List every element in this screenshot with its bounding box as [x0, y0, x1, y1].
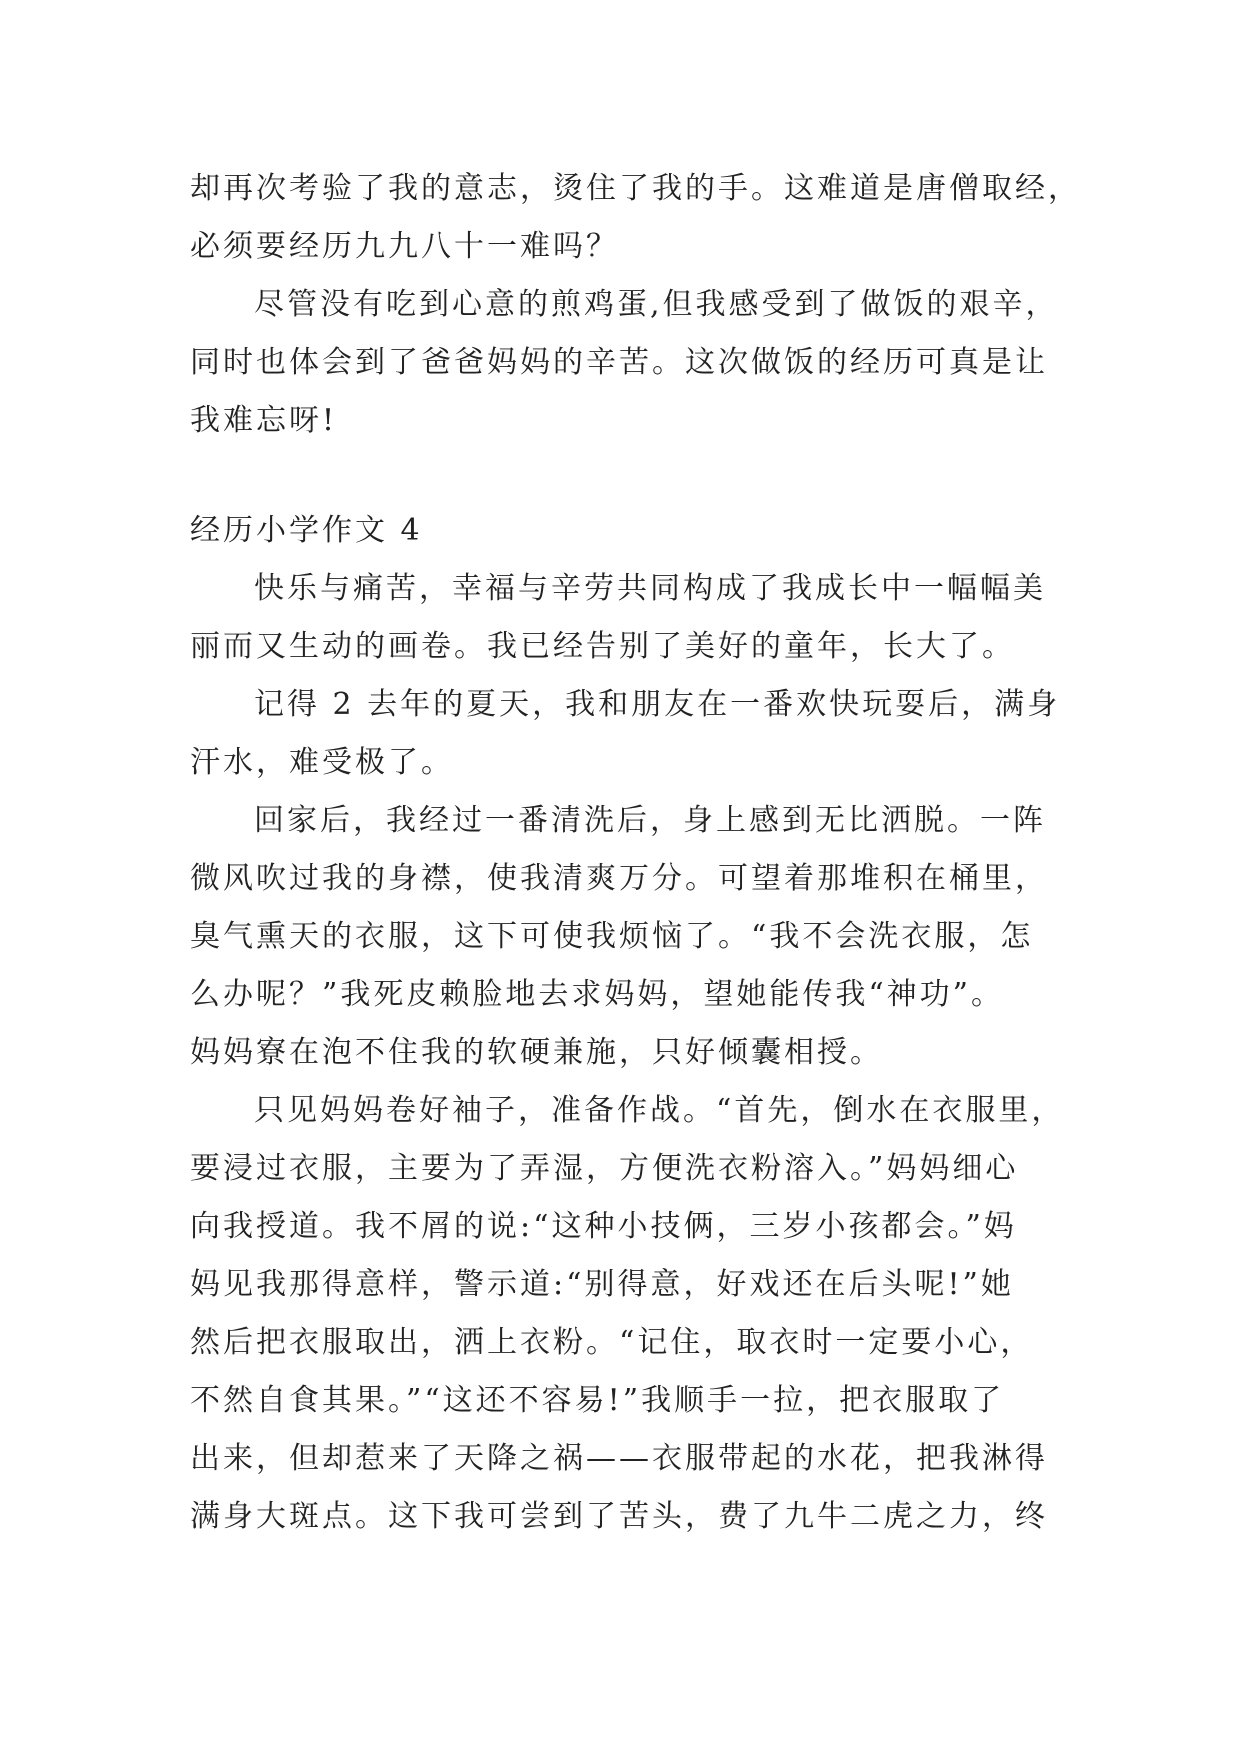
text-line: 不然自食其果。”“这还不容易!”我顺手一拉，把衣服取了	[190, 1383, 1005, 1418]
text-line: 微风吹过我的身襟，使我清爽万分。可望着那堆积在桶里，	[190, 861, 1048, 896]
text-line: 同时也体会到了爸爸妈妈的辛苦。这次做饭的经历可真是让	[190, 345, 1048, 380]
text-line: 丽而又生动的画卷。我已经告别了美好的童年，长大了。	[190, 629, 1015, 664]
text-line: 么办呢？”我死皮赖脸地去求妈妈，望她能传我“神功”。	[190, 977, 1005, 1012]
paragraph	[190, 160, 1090, 276]
paragraph	[190, 676, 1090, 792]
text-line: 我难忘呀!	[190, 403, 338, 438]
paragraph	[190, 792, 1090, 1082]
text-line: 尽管没有吃到心意的煎鸡蛋,但我感受到了做饭的艰辛，	[254, 287, 1059, 322]
text-line: 满身大斑点。这下我可尝到了苦头，费了九牛二虎之力，终	[190, 1499, 1048, 1534]
text-line: 出来，但却惹来了天降之祸——衣服带起的水花，把我淋得	[190, 1441, 1048, 1476]
paragraph	[190, 1082, 1090, 1546]
paragraph	[190, 276, 1090, 450]
text-line: 要浸过衣服，主要为了弄湿，方便洗衣粉溶入。”妈妈细心	[190, 1151, 1019, 1186]
document-body	[190, 160, 1090, 1546]
text-line: 必须要经历九九八十一难吗？	[190, 229, 619, 264]
text-line: 向我授道。我不屑的说:“这种小技俩，三岁小孩都会。”妈	[190, 1209, 1017, 1244]
text-line: 记得 2 去年的夏天，我和朋友在一番欢快玩耍后，满身	[254, 687, 1061, 722]
text-line: 却再次考验了我的意志，烫住了我的手。这难道是唐僧取经，	[190, 171, 1081, 206]
text-line: 然后把衣服取出，洒上衣粉。“记住，取衣时一定要小心，	[190, 1325, 1034, 1360]
text-line: 快乐与痛苦，幸福与辛劳共同构成了我成长中一幅幅美	[254, 571, 1046, 606]
paragraph	[190, 560, 1090, 676]
text-line: 只见妈妈卷好袖子，准备作战。“首先，倒水在衣服里，	[254, 1093, 1065, 1128]
text-line: 臭气熏天的衣服，这下可使我烦恼了。“我不会洗衣服，怎	[190, 919, 1034, 954]
text-line: 回家后，我经过一番清洗后，身上感到无比洒脱。一阵	[254, 803, 1046, 838]
text-line: 汗水，难受极了。	[190, 745, 454, 780]
text-line: 妈见我那得意样，警示道:“别得意，好戏还在后头呢!”她	[190, 1267, 1014, 1302]
text-line: 妈妈寮在泡不住我的软硬兼施，只好倾囊相授。	[190, 1035, 883, 1070]
section-title: 经历小学作文 4	[190, 513, 423, 548]
